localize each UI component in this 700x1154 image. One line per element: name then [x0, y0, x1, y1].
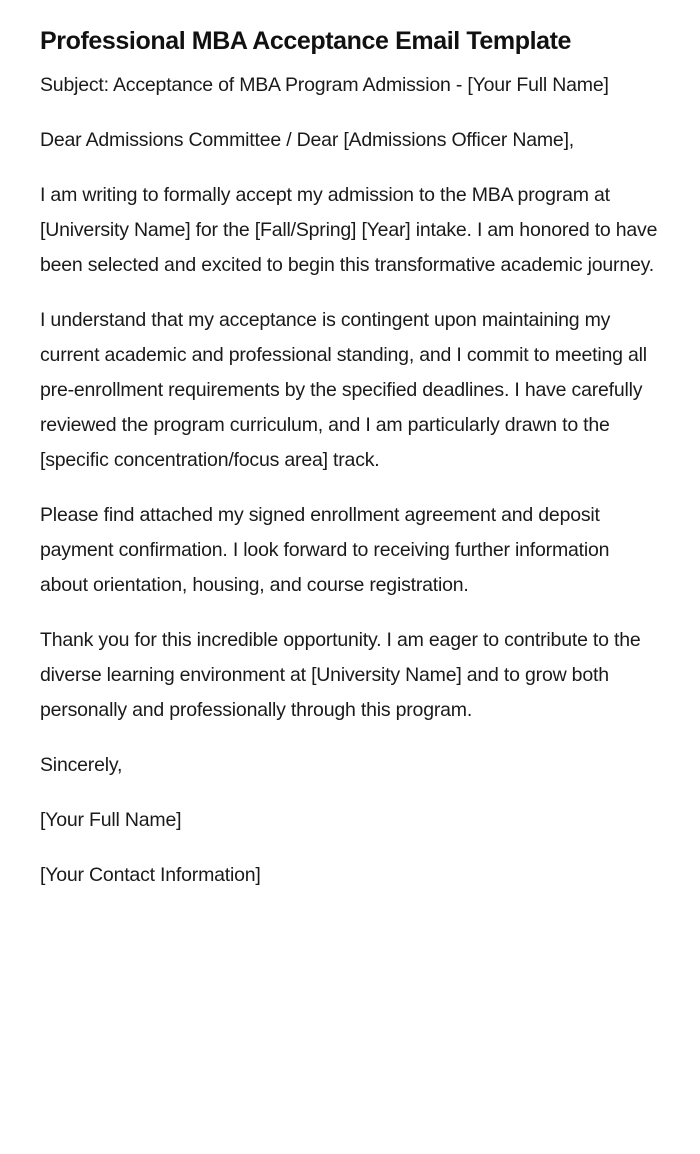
email-greeting: Dear Admissions Committee / Dear [Admissions Officer Name],: [40, 129, 575, 151]
email-closing: Sincerely,: [40, 754, 123, 776]
body-paragraph-acceptance: I am writing to formally accept my admission to the MBA program at [University Name] for the [Fall/Spring] [Year] intake. I am honored to have been selected and excited to begin this transformative academic journey.: [40, 184, 658, 276]
body-paragraph-attachments: Please find attached my signed enrollment agreement and deposit payment confirmation. I look forward to receiving further information about orientation, housing, and course registration.: [40, 504, 610, 596]
signature-contact: [Your Contact Information]: [40, 864, 261, 886]
signature-name: [Your Full Name]: [40, 809, 182, 831]
body-paragraph-thanks: Thank you for this incredible opportunity. I am eager to contribute to the diverse learning environment at [University Name] and to grow both personally and professionally through this program.: [40, 629, 641, 721]
document-title: Professional MBA Acceptance Email Template: [40, 27, 572, 55]
body-paragraph-commitment: I understand that my acceptance is contingent upon maintaining my current academic and professional standing, and I commit to meeting all pre-enrollment requirements by the specified deadlines. I have carefully reviewed the program curriculum, and I am particularly drawn to the [specific concentration/focus area] track.: [40, 309, 647, 471]
email-subject: Subject: Acceptance of MBA Program Admission - [Your Full Name]: [40, 74, 609, 96]
